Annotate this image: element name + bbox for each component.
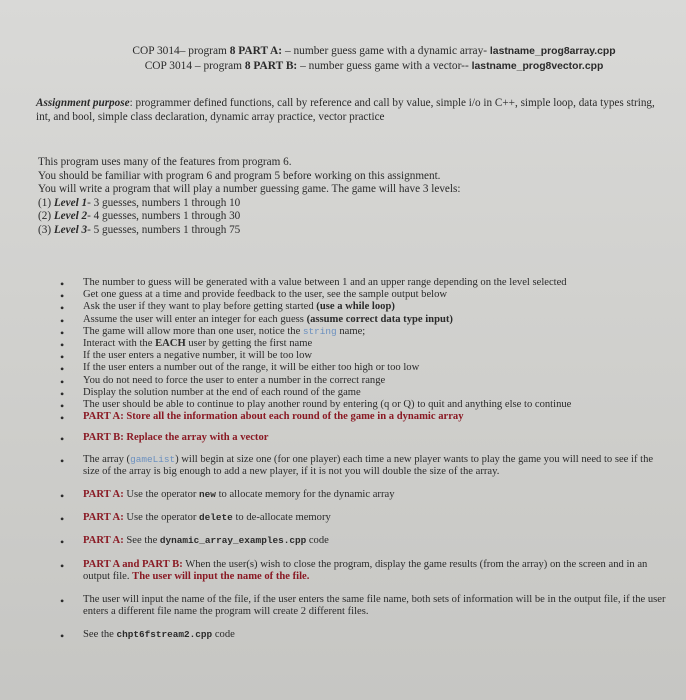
bullet-icon: • bbox=[60, 350, 65, 365]
bullet-icon: • bbox=[60, 289, 65, 304]
requirements-list bbox=[58, 277, 670, 642]
filename-part-b: lastname_prog8vector.cpp bbox=[471, 61, 604, 72]
bullet-icon: • bbox=[60, 277, 65, 291]
list-item: • PART A: Store all the information about each round of the game in a dynamic array bbox=[60, 411, 464, 426]
bullet-icon: • bbox=[60, 453, 65, 468]
program-intro bbox=[38, 156, 668, 238]
level-2-line: (2) Level 2- 4 guesses, numbers 1 through 30 bbox=[38, 210, 241, 223]
list-item: • Interact with the EACH user by getting the first name bbox=[60, 338, 313, 353]
list-item: • Ask the user if they want to play before getting started (use a while loop) bbox=[60, 301, 395, 316]
list-item: • If the user enters a number out of the range, it will be either too high or too low bbox=[60, 362, 420, 377]
list-item: • PART A and PART B: When the user(s) wish to close the program, display the game results (from the array) on the screen and in an output file. The user will input the name of the file. bbox=[60, 558, 648, 582]
list-item: • If the user enters a negative number, it will be too low bbox=[60, 350, 313, 365]
header-line-part-b: COP 3014 – program 8 PART B: – number guess game with a vector-- lastname_prog8vector.cpp bbox=[144, 60, 604, 72]
list-item: • Assume the user will enter an integer for each guess (assume correct data type input) bbox=[60, 313, 453, 328]
bullet-icon: • bbox=[60, 558, 65, 573]
list-item: • PART A: Use the operator delete to de-allocate memory bbox=[60, 512, 331, 527]
purpose-text: : programmer defined functions, call by reference and call by value, simple i/o in C++, simple loop, data types string, int, and bool, simple class declaration, dynamic array practice, vector practice bbox=[36, 97, 655, 123]
list-item: • The array (gameList) will begin at size one (for one player) each time a new player wants to play the game you will need to see if the size of the array is big enough to add a new player, if it is not you will double the size of the array. bbox=[60, 453, 654, 477]
intro-line: This program uses many of the features from program 6. bbox=[38, 156, 292, 168]
bullet-icon: • bbox=[60, 489, 65, 504]
bullet-icon: • bbox=[60, 362, 65, 377]
bullet-icon: • bbox=[60, 386, 65, 401]
list-item: • Get one guess at a time and provide feedback to the user, see the sample output below bbox=[60, 289, 448, 304]
bullet-icon: • bbox=[60, 594, 65, 609]
level-3-line: (3) Level 3- 5 guesses, numbers 1 through 75 bbox=[38, 223, 241, 236]
list-item: • Display the solution number at the end of each round of the game bbox=[60, 386, 361, 401]
bullet-icon: • bbox=[60, 535, 65, 550]
assignment-purpose bbox=[36, 96, 666, 124]
bullet-icon: • bbox=[60, 325, 65, 340]
bullet-icon: • bbox=[60, 399, 65, 414]
bullet-icon: • bbox=[60, 313, 65, 328]
bullet-icon: • bbox=[60, 338, 65, 353]
list-item: • PART A: See the dynamic_array_examples.cpp code bbox=[60, 535, 329, 550]
list-item: • You do not need to force the user to enter a number in the correct range bbox=[60, 374, 386, 389]
list-item: • PART A: Use the operator new to allocate memory for the dynamic array bbox=[60, 489, 395, 504]
bullet-icon: • bbox=[60, 432, 65, 447]
list-item: • The game will allow more than one user, notice the string name; bbox=[60, 325, 366, 340]
bullet-icon: • bbox=[60, 301, 65, 316]
assignment-header bbox=[74, 44, 674, 74]
list-item: • PART B: Replace the array with a vector bbox=[60, 432, 269, 447]
header-line-part-a: COP 3014– program 8 PART A: – number guess game with a dynamic array- lastname_prog8array.cpp bbox=[132, 45, 616, 57]
level-1-line: (1) Level 1- 3 guesses, numbers 1 through 10 bbox=[38, 196, 241, 209]
list-item: • The user should be able to continue to play another round by entering (q or Q) to quit and anything else to continue bbox=[60, 399, 572, 414]
list-item: • The number to guess will be generated with a value between 1 and an upper range depending on the level selected bbox=[60, 277, 567, 291]
bullet-icon: • bbox=[60, 374, 65, 389]
bullet-icon: • bbox=[60, 411, 65, 426]
filename-part-a: lastname_prog8array.cpp bbox=[489, 46, 616, 57]
list-item: • See the chpt6fstream2.cpp code bbox=[60, 629, 235, 644]
bullet-icon: • bbox=[60, 512, 65, 527]
bullet-icon: • bbox=[60, 629, 65, 644]
intro-line: You should be familiar with program 6 and program 5 before working on this assignment. bbox=[38, 169, 441, 182]
intro-line: You will write a program that will play a number guessing game. The game will have 3 levels: bbox=[38, 183, 461, 196]
list-item: • The user will input the name of the file, if the user enters the same file name, both sets of information will be in the output file, if the user enters a different file name the program will create 2 different files. bbox=[60, 594, 666, 618]
purpose-label: Assignment purpose bbox=[36, 97, 130, 109]
